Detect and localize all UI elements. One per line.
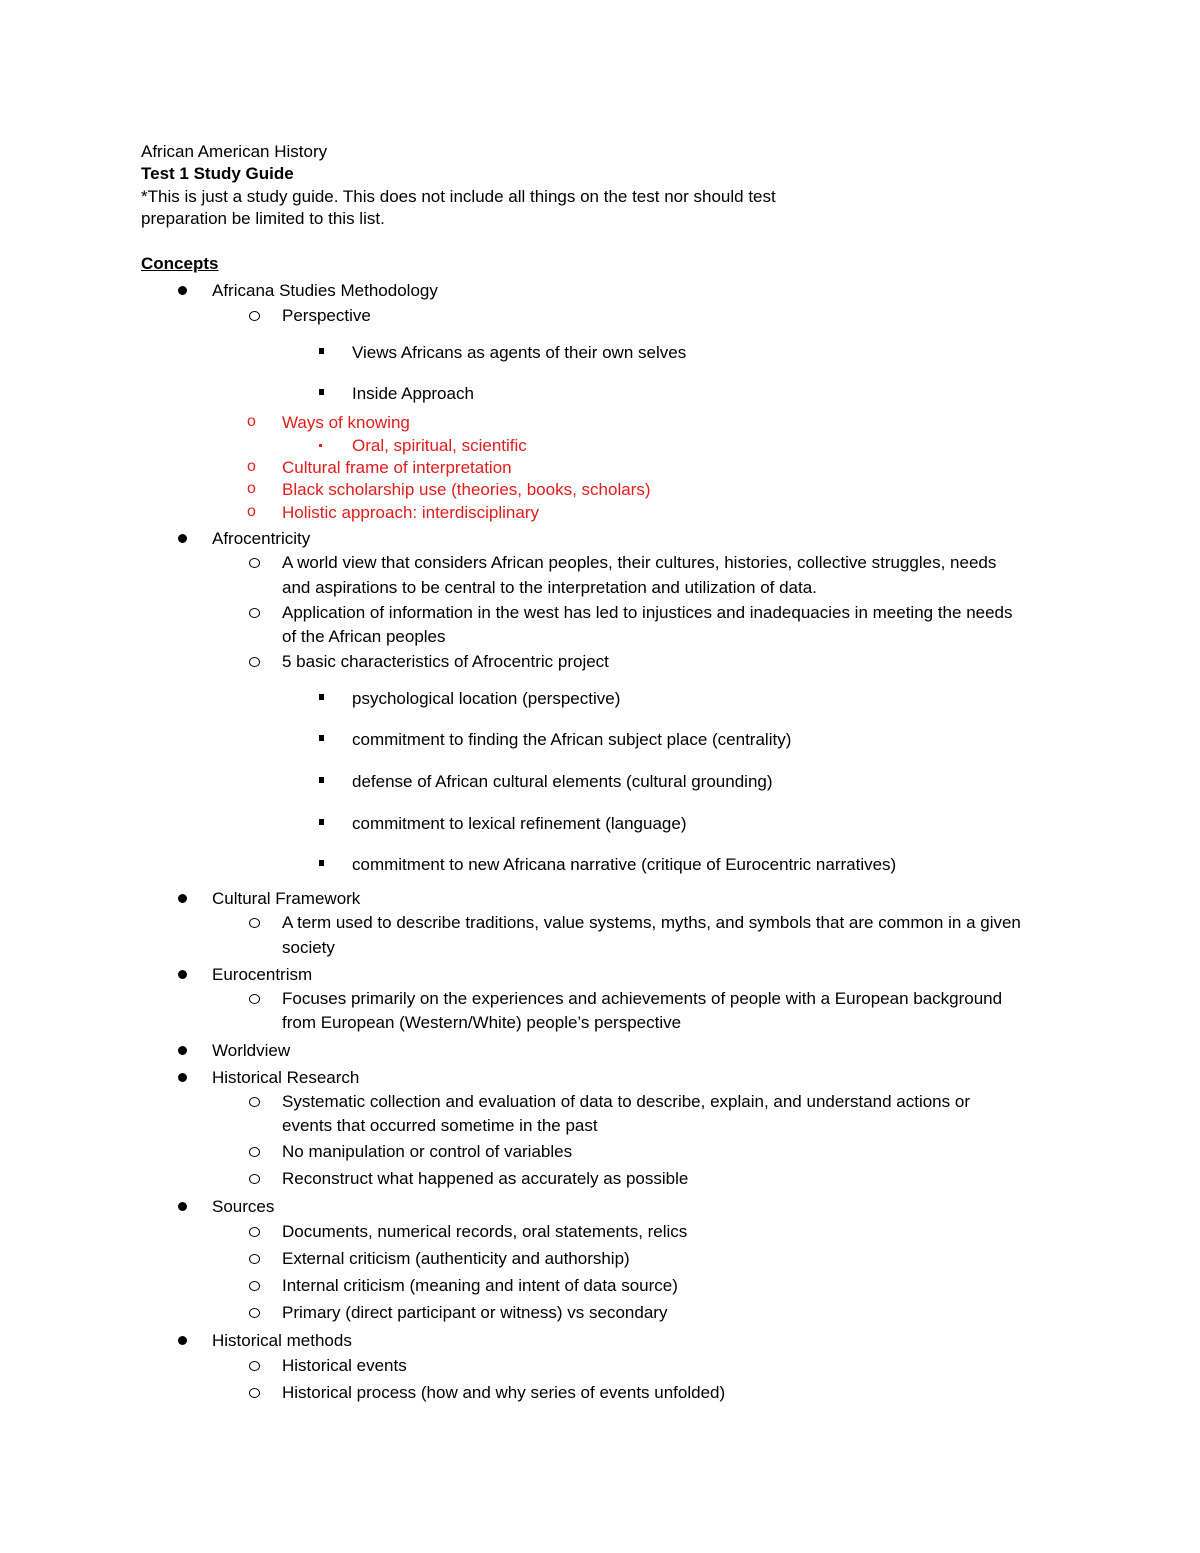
list-item: External criticism (authenticity and authorship)	[282, 1249, 630, 1268]
circle-bullet-icon	[249, 994, 260, 1004]
list-item: psychological location (perspective)	[352, 689, 621, 708]
red-circle-bullet-icon: o	[247, 458, 256, 475]
note-line-1: *This is just a study guide. This does not include all things on the test nor should test	[141, 187, 776, 206]
list-item-continuation: from European (Western/White) people’s perspective	[282, 1013, 682, 1032]
list-item: Eurocentrism	[212, 965, 313, 984]
square-bullet-icon	[319, 348, 324, 354]
list-item: A world view that considers African peoples, their cultures, histories, collective struggles, needs	[282, 553, 997, 572]
list-item: Views Africans as agents of their own selves	[352, 343, 687, 362]
red-circle-bullet-icon: o	[247, 480, 256, 497]
red-square-bullet-icon	[319, 444, 322, 447]
bullet-icon	[178, 1336, 187, 1345]
list-item: Application of information in the west has led to injustices and inadequacies in meeting the needs	[282, 603, 1013, 622]
list-item: Oral, spiritual, scientific	[352, 436, 527, 455]
circle-bullet-icon	[249, 1227, 260, 1237]
circle-bullet-icon	[249, 657, 260, 667]
square-bullet-icon	[319, 735, 324, 741]
list-item: defense of African cultural elements (cultural grounding)	[352, 772, 773, 791]
bullet-icon	[178, 1202, 187, 1211]
list-item: Holistic approach: interdisciplinary	[282, 503, 540, 522]
circle-bullet-icon	[249, 1254, 260, 1264]
list-item: Inside Approach	[352, 384, 474, 403]
bullet-icon	[178, 1046, 187, 1055]
list-item: Afrocentricity	[212, 529, 311, 548]
guide-title: Test 1 Study Guide	[141, 164, 294, 183]
square-bullet-icon	[319, 819, 324, 825]
circle-bullet-icon	[249, 918, 260, 928]
bullet-icon	[178, 894, 187, 903]
bullet-icon	[178, 534, 187, 543]
list-item: Internal criticism (meaning and intent of data source)	[282, 1276, 678, 1295]
list-item-continuation: of the African peoples	[282, 627, 446, 646]
circle-bullet-icon	[249, 608, 260, 618]
circle-bullet-icon	[249, 1281, 260, 1291]
list-item: commitment to lexical refinement (language)	[352, 814, 687, 833]
bullet-icon	[178, 1073, 187, 1082]
circle-bullet-icon	[249, 1147, 260, 1157]
note-line-2: preparation be limited to this list.	[141, 209, 385, 228]
list-item: Historical methods	[212, 1331, 352, 1350]
list-item: Historical process (how and why series of events unfolded)	[282, 1383, 726, 1402]
circle-bullet-icon	[249, 1097, 260, 1107]
list-item: Cultural frame of interpretation	[282, 458, 512, 477]
list-item: Historical Research	[212, 1068, 360, 1087]
square-bullet-icon	[319, 777, 324, 783]
list-item: Ways of knowing	[282, 413, 410, 432]
square-bullet-icon	[319, 389, 324, 395]
list-item: Historical events	[282, 1356, 407, 1375]
circle-bullet-icon	[249, 1174, 260, 1184]
list-item: No manipulation or control of variables	[282, 1142, 573, 1161]
section-heading: Concepts	[141, 254, 219, 273]
list-item: Primary (direct participant or witness) vs secondary	[282, 1303, 668, 1322]
red-circle-bullet-icon: o	[247, 503, 256, 520]
list-item: Documents, numerical records, oral statements, relics	[282, 1222, 688, 1241]
list-item: 5 basic characteristics of Afrocentric project	[282, 652, 609, 671]
circle-bullet-icon	[249, 1308, 260, 1318]
bullet-icon	[178, 286, 187, 295]
list-item: Focuses primarily on the experiences and achievements of people with a European background	[282, 989, 1003, 1008]
list-item: Africana Studies Methodology	[212, 281, 438, 300]
course-title: African American History	[141, 142, 328, 161]
square-bullet-icon	[319, 860, 324, 866]
list-item: Reconstruct what happened as accurately as possible	[282, 1169, 689, 1188]
list-item-continuation: society	[282, 938, 335, 957]
list-item: Perspective	[282, 306, 371, 325]
list-item: Sources	[212, 1197, 275, 1216]
circle-bullet-icon	[249, 311, 260, 321]
list-item: Cultural Framework	[212, 889, 361, 908]
list-item: commitment to finding the African subject place (centrality)	[352, 730, 792, 749]
circle-bullet-icon	[249, 1361, 260, 1371]
list-item: Black scholarship use (theories, books, scholars)	[282, 480, 651, 499]
square-bullet-icon	[319, 694, 324, 700]
list-item: Worldview	[212, 1041, 291, 1060]
circle-bullet-icon	[249, 558, 260, 568]
circle-bullet-icon	[249, 1388, 260, 1398]
bullet-icon	[178, 970, 187, 979]
list-item: Systematic collection and evaluation of data to describe, explain, and understand actions or	[282, 1092, 970, 1111]
list-item: A term used to describe traditions, value systems, myths, and symbols that are common in a given	[282, 913, 1021, 932]
list-item-continuation: events that occurred sometime in the past	[282, 1116, 598, 1135]
list-item: commitment to new Africana narrative (critique of Eurocentric narratives)	[352, 855, 897, 874]
list-item-continuation: and aspirations to be central to the interpretation and utilization of data.	[282, 578, 817, 597]
red-circle-bullet-icon: o	[247, 413, 256, 430]
